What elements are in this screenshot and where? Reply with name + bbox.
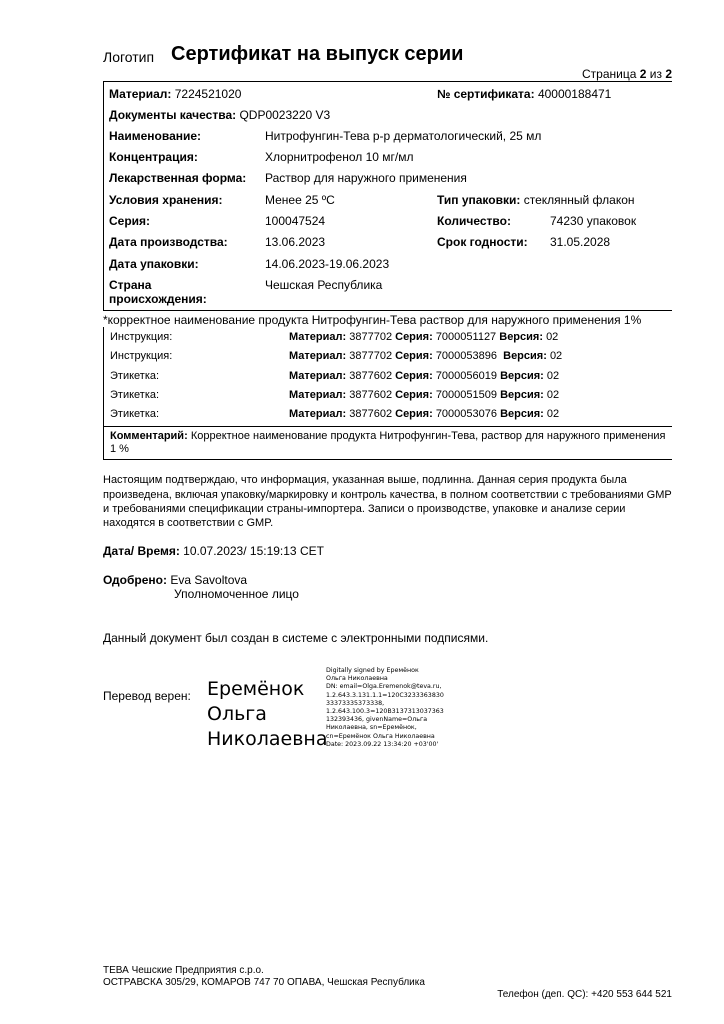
- certificate-number: № сертификата: 40000188471: [437, 87, 612, 101]
- page-number: Страница 2 из 2: [582, 67, 672, 81]
- quantity-label: Количество:: [437, 214, 511, 228]
- electronic-signature-note: Данный документ был создан в системе с электронными подписями.: [103, 631, 489, 645]
- series-label: Серия:: [109, 214, 151, 228]
- translation-verified-label: Перевод верен:: [103, 689, 191, 703]
- statement-line-1: Настоящим подтверждаю, что информация, указанная выше, подлинна. Данная серия продукта была: [103, 474, 627, 486]
- logo-placeholder: Логотип: [103, 49, 155, 65]
- storage-label: Условия хранения:: [109, 193, 223, 207]
- signature-line-2: Ольга: [207, 703, 267, 725]
- signature-line-1: Ерeмёнок: [207, 678, 305, 700]
- comment: Комментарий: Корректное наименование продукта Нитрофунгин-Тева, раствор для наружного применения: [110, 430, 666, 442]
- list-item: Материал: 3877602 Серия: 7000056019 Версия: 02: [289, 370, 560, 382]
- series-value: 100047524: [265, 214, 326, 228]
- country-label: Страна: [109, 278, 152, 292]
- translator-signature: [207, 677, 327, 752]
- statement-line-4: находятся в соответствии с GMP.: [103, 517, 274, 529]
- digital-signature-details: [326, 667, 444, 749]
- dosage-form-value: Раствор для наружного применения: [265, 171, 467, 185]
- digital-line: Николаевна, sn=Ерeмёнок,: [326, 724, 417, 732]
- document-title: Сертификат на выпуск серии: [171, 43, 464, 65]
- footnote: *корректное наименование продукта Нитрофунгин-Тева раствор для наружного применения 1%: [103, 313, 642, 327]
- info-bottom-rule: [103, 310, 672, 311]
- name-label: Наименование:: [109, 129, 202, 143]
- digital-line: 1.2.643.100.3=120B3137313037363: [326, 708, 444, 716]
- comment-line2: 1 %: [110, 443, 129, 455]
- list-item: Материал: 3877602 Серия: 7000053076 Версия: 02: [289, 408, 560, 420]
- expiry-label: Срок годности:: [437, 235, 528, 249]
- production-date-label: Дата производства:: [109, 235, 228, 249]
- statement-line-3: и требованиями спецификации страны-импортера. Записи о производстве, упаковке и анализе серии: [103, 503, 626, 515]
- storage-value: Менее 25 ºC: [265, 193, 335, 207]
- footer-phone: Телефон (деп. QC): +420 553 644 521: [497, 989, 672, 1000]
- approved-by: Одобрено: Eva Savoltova: [103, 573, 248, 587]
- digital-line: 132393436, givenName=Ольга: [326, 716, 428, 724]
- materials-left-border: [103, 327, 104, 459]
- materials-bottom-rule: [103, 459, 672, 460]
- package-type: Тип упаковки: стеклянный флакон: [437, 193, 635, 207]
- country-label-line2: происхождения:: [109, 292, 207, 306]
- packaging-date-value: 14.06.2023-19.06.2023: [265, 257, 390, 271]
- material-row-type: Этикетка:: [110, 389, 160, 401]
- material-row-type: Инструкция:: [110, 350, 173, 362]
- top-rule: [103, 81, 672, 82]
- material-row-type: Этикетка:: [110, 370, 160, 382]
- statement-line-2: произведена, включая упаковку/маркировку и контроль качества, в полном соответствии с требованиями GMP: [103, 489, 672, 501]
- footer-company: ТЕВА Чешские Предприятия с.р.о.: [103, 965, 264, 976]
- footer-address: ОСТРАВСКА 305/29, КОМАРОВ 747 70 ОПАВА, Чешская Республика: [103, 977, 425, 988]
- digital-line: Digitally signed by Ерeмёнок: [326, 667, 419, 674]
- material-row: Материал: 7224521020: [109, 87, 242, 101]
- digital-line: 33373335373338,: [326, 699, 385, 707]
- name-value: Нитрофунгин-Тева р-р дерматологический, 25 мл: [265, 129, 542, 143]
- digital-line: Ольга Николаевна: [326, 675, 388, 683]
- list-item: Материал: 3877702 Серия: 7000053896 Версия: 02: [289, 350, 563, 362]
- info-left-border: [103, 81, 104, 310]
- digital-line: DN: email=Olga.Eremenok@teva.ru,: [326, 683, 442, 691]
- material-row-type: Этикетка:: [110, 408, 160, 420]
- signature-line-3: Николаевна: [207, 728, 328, 750]
- country-value: Чешская Республика: [265, 278, 383, 292]
- date-time: Дата/ Время: 10.07.2023/ 15:19:13 CET: [103, 544, 324, 558]
- digital-line: Date: 2023.09.22 13:34:20 +03'00': [326, 740, 439, 748]
- list-item: Материал: 3877602 Серия: 7000051509 Версия: 02: [289, 389, 560, 401]
- packaging-date-label: Дата упаковки:: [109, 257, 199, 271]
- expiry-value: 31.05.2028: [550, 235, 611, 249]
- quantity-value: 74230 упаковок: [550, 214, 637, 228]
- production-date-value: 13.06.2023: [265, 235, 326, 249]
- materials-divider: [103, 426, 672, 427]
- concentration-label: Концентрация:: [109, 150, 198, 164]
- quality-docs-row: Документы качества: QDP0023220 V3: [109, 108, 331, 122]
- list-item: Материал: 3877702 Серия: 7000051127 Версия: 02: [289, 331, 559, 343]
- dosage-form-label: Лекарственная форма:: [109, 171, 247, 185]
- digital-line: cn=Ерeмёнок Ольга Николаевна: [326, 732, 435, 740]
- concentration-value: Хлорнитрофенол 10 мг/мл: [265, 150, 414, 164]
- digital-line: 1.2.643.3.131.1.1=120C3233363830: [326, 691, 444, 699]
- material-row-type: Инструкция:: [110, 331, 173, 343]
- approver-role: Уполномоченное лицо: [174, 587, 299, 601]
